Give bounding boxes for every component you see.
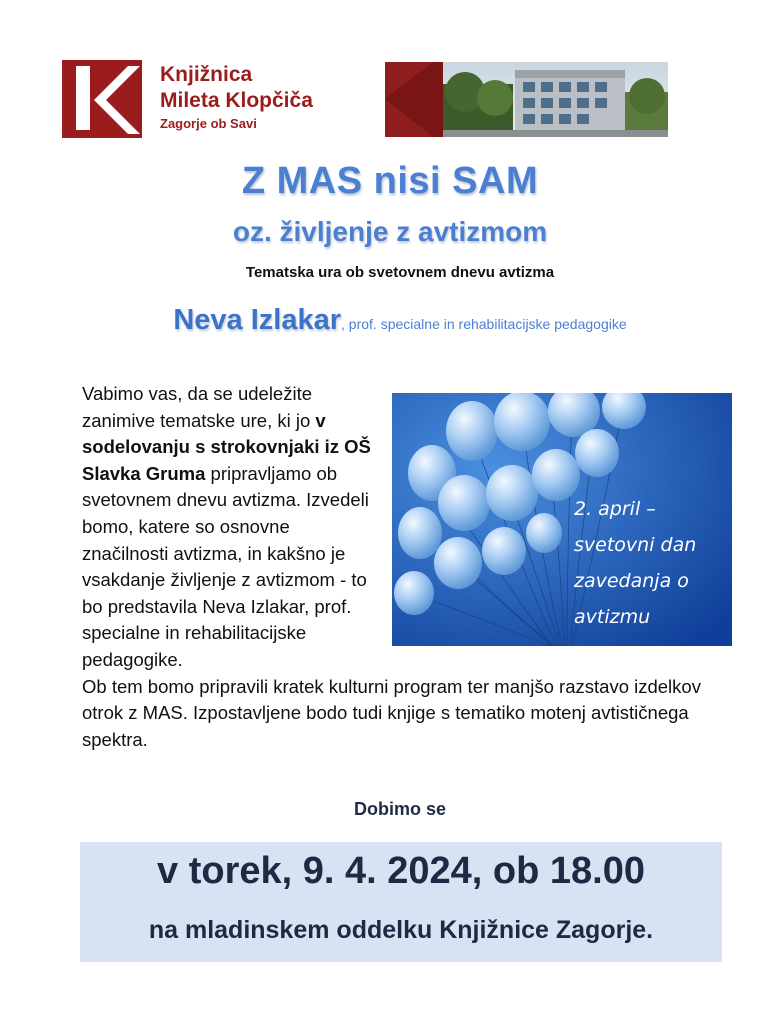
event-type: Tematska ura ob svetovnem dnevu avtizma: [245, 264, 555, 281]
library-header: [62, 60, 668, 138]
image-caption-line-3: zavedanja o: [574, 570, 689, 592]
closing-text: Dobimo se: [353, 799, 446, 819]
blue-balloons-image: [392, 393, 732, 646]
library-name: [160, 62, 313, 133]
intro-rest-text: pripravljamo ob svetovnem dnevu avtizma. Izvedeli bomo, katere so osnovne značilnosti avtizma, in kakšno je vsakdanje življenje z avtizmom - to bo predstavila Neva Izlakar, prof. specialne in rehabilitacijske pedagogike.: [82, 462, 369, 670]
speaker-name: Neva Izlakar: [173, 304, 342, 336]
program-text: Ob tem bomo pripravili kratek kulturni program ter manjšo razstavo izdelkov otrok z MAS. Izpostavljene bodo tudi knjige s tematiko motenj avtističnega spektra.: [82, 675, 701, 750]
image-caption-line-4: avtizmu: [574, 606, 651, 628]
logo-line-3: Zagorje ob Savi: [160, 116, 257, 131]
speaker-title: , prof. specialne in rehabilitacijske pedagogike: [341, 316, 627, 332]
date-box: [80, 842, 722, 962]
library-building-photo: [385, 62, 668, 137]
library-logo-icon: [62, 60, 142, 138]
event-description: [82, 381, 732, 753]
intro-bold-text: v sodelovanju s strokovnjaki iz OŠ Slavka Gruma: [82, 409, 371, 484]
event-location: na mladinskem oddelku Knjižnice Zagorje.: [148, 916, 654, 944]
intro-text: Vabimo vas, da se udeležite zanimive tematske ure, ki jo: [82, 383, 316, 431]
logo-line-2: Mileta Klopčiča: [160, 89, 313, 112]
image-caption-line-2: svetovni dan: [574, 534, 697, 556]
logo-line-1: Knjižnica: [160, 63, 253, 86]
event-datetime: v torek, 9. 4. 2024, ob 18.00: [157, 850, 645, 892]
speaker-line: [0, 304, 780, 337]
event-subtitle: oz. življenje z avtizmom: [232, 216, 548, 247]
image-caption-line-1: 2. april –: [574, 498, 656, 520]
event-title: Z MAS nisi SAM: [241, 160, 539, 202]
